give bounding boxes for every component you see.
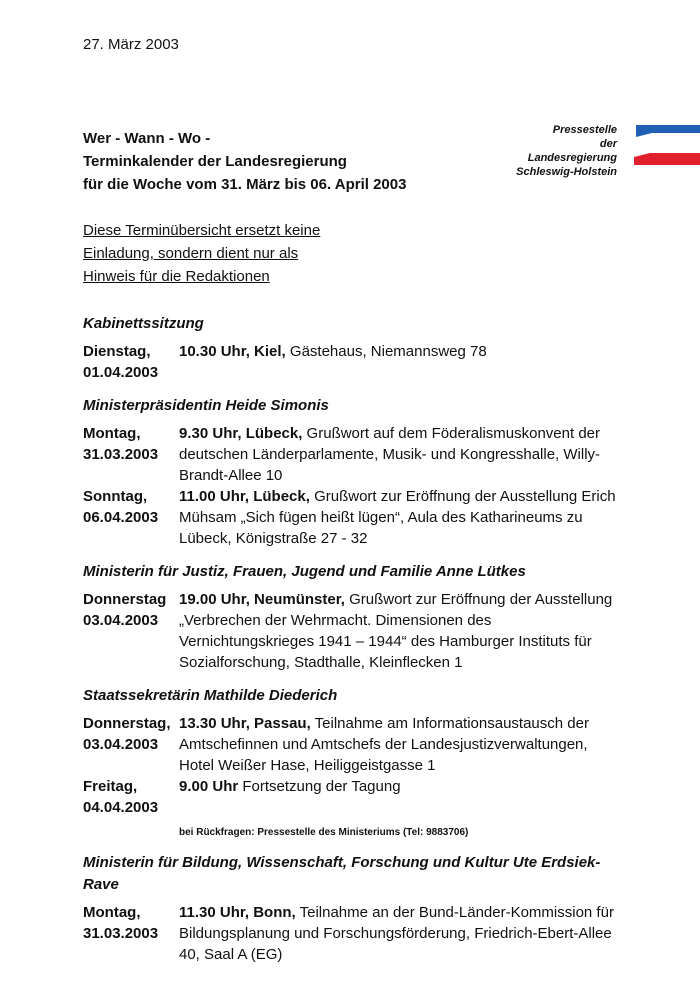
entry-description xyxy=(179,776,623,818)
press-line: Schleswig-Holstein xyxy=(516,166,617,178)
schedule-entry xyxy=(83,423,623,486)
weekday: Donnerstag xyxy=(83,591,167,608)
press-line: Landesregierung xyxy=(527,152,617,164)
schedule-entry xyxy=(83,486,623,549)
time-place: 19.00 Uhr, Neumünster, xyxy=(179,591,345,608)
time-place: 13.30 Uhr, Passau, xyxy=(179,715,311,732)
entry-date: 03.04.2003 xyxy=(83,612,159,629)
schedule-content xyxy=(83,313,623,965)
document-date: 27. März 2003 xyxy=(83,36,179,53)
section-title-diederich: Staatssekretärin Mathilde Diederich xyxy=(83,687,338,704)
logo-red-band xyxy=(634,153,700,165)
entry-day xyxy=(83,486,179,549)
entry-text: Grußwort auf dem Föderalismuskonvent der deutschen Länderparlamente, Musik- und Kongresshalle, Willy-Brandt-Allee 10 xyxy=(179,425,601,484)
time-place: 11.30 Uhr, Bonn, xyxy=(179,904,296,921)
press-line: der xyxy=(599,138,617,150)
time-place: 11.00 Uhr, Lübeck, xyxy=(179,488,310,505)
schedule-entry xyxy=(83,341,623,383)
press-line: Pressestelle xyxy=(552,124,617,136)
entry-description xyxy=(179,486,623,549)
entry-description xyxy=(179,341,623,383)
entry-day xyxy=(83,902,179,965)
title-line: Terminkalender der Landesregierung xyxy=(83,153,347,170)
entry-description xyxy=(179,589,623,673)
time-place: 10.30 Uhr, Kiel, xyxy=(179,343,286,360)
entry-description xyxy=(179,713,623,776)
press-office-label xyxy=(477,123,617,179)
entry-text: Grußwort zur Eröffnung der Ausstellung Erich Mühsam „Sich fügen heißt lügen“, Aula des Katharineums zu Lübeck, Königstraße 27 - 32 xyxy=(179,488,616,547)
entry-text: Gästehaus, Niemannsweg 78 xyxy=(285,343,487,360)
entry-day xyxy=(83,589,179,673)
entry-date: 31.03.2003 xyxy=(83,925,159,942)
weekday: Sonntag, xyxy=(83,488,148,505)
entry-date: 31.03.2003 xyxy=(83,446,159,463)
entry-day xyxy=(83,713,179,776)
title-line: für die Woche vom 31. März bis 06. April 2003 xyxy=(83,176,407,193)
note-line: Hinweis für die Redaktionen xyxy=(83,268,270,285)
entry-date: 01.04.2003 xyxy=(83,364,159,381)
note-line: Einladung, sondern dient nur als xyxy=(83,245,299,262)
title-line: Wer - Wann - Wo - xyxy=(83,130,211,147)
logo-blue-band xyxy=(636,125,700,137)
section-title-simonis: Ministerpräsidentin Heide Simonis xyxy=(83,397,329,414)
entry-text: Teilnahme an der Bund-Länder-Kommission für Bildungsplanung und Forschungsförderung, Friedrich-Ebert-Allee 40, Saal A (EG) xyxy=(179,904,614,963)
section-title-luetkes: Ministerin für Justiz, Frauen, Jugend und Familie Anne Lütkes xyxy=(83,563,526,580)
schedule-entry xyxy=(83,589,623,673)
page-title xyxy=(83,127,406,196)
note-line: Diese Terminübersicht ersetzt keine xyxy=(83,222,321,239)
entry-text: Teilnahme am Informationsaustausch der Amtschefinnen und Amtschefs der Landesjustizverwaltungen, Hotel Weißer Hase, Heiliggeistgasse 1 xyxy=(179,715,589,774)
entry-text: Grußwort zur Eröffnung der Ausstellung „Verbrechen der Wehrmacht. Dimensionen des Vernichtungskrieges 1941 – 1944“ des Hamburger Instituts für Sozialforschung, Stadthalle, Kleinflecken 1 xyxy=(179,591,613,671)
entry-description xyxy=(179,902,623,965)
disclaimer-note xyxy=(83,219,320,288)
section-title-erdsiek-rave: Ministerin für Bildung, Wissenschaft, Forschung und Kultur Ute Erdsiek-Rave xyxy=(83,854,601,893)
time-place: 9.00 Uhr xyxy=(179,778,239,795)
time-place: 9.30 Uhr, Lübeck, xyxy=(179,425,303,442)
state-logo-flag-icon xyxy=(632,123,700,173)
entry-text: Fortsetzung der Tagung xyxy=(238,778,401,795)
entry-date: 04.04.2003 xyxy=(83,799,159,816)
weekday: Donnerstag, xyxy=(83,715,171,732)
section-title-kabinett: Kabinettssitzung xyxy=(83,315,204,332)
weekday: Dienstag, xyxy=(83,343,151,360)
schedule-entry xyxy=(83,713,623,776)
contact-hint: bei Rückfragen: Pressestelle des Ministeriums (Tel: 9883706) xyxy=(179,827,469,838)
weekday: Montag, xyxy=(83,425,141,442)
entry-date: 03.04.2003 xyxy=(83,736,159,753)
entry-day xyxy=(83,776,179,818)
entry-description xyxy=(179,423,623,486)
weekday: Freitag, xyxy=(83,778,138,795)
entry-day xyxy=(83,423,179,486)
schedule-entry xyxy=(83,776,623,818)
entry-day xyxy=(83,341,179,383)
weekday: Montag, xyxy=(83,904,141,921)
schedule-entry xyxy=(83,902,623,965)
entry-date: 06.04.2003 xyxy=(83,509,159,526)
